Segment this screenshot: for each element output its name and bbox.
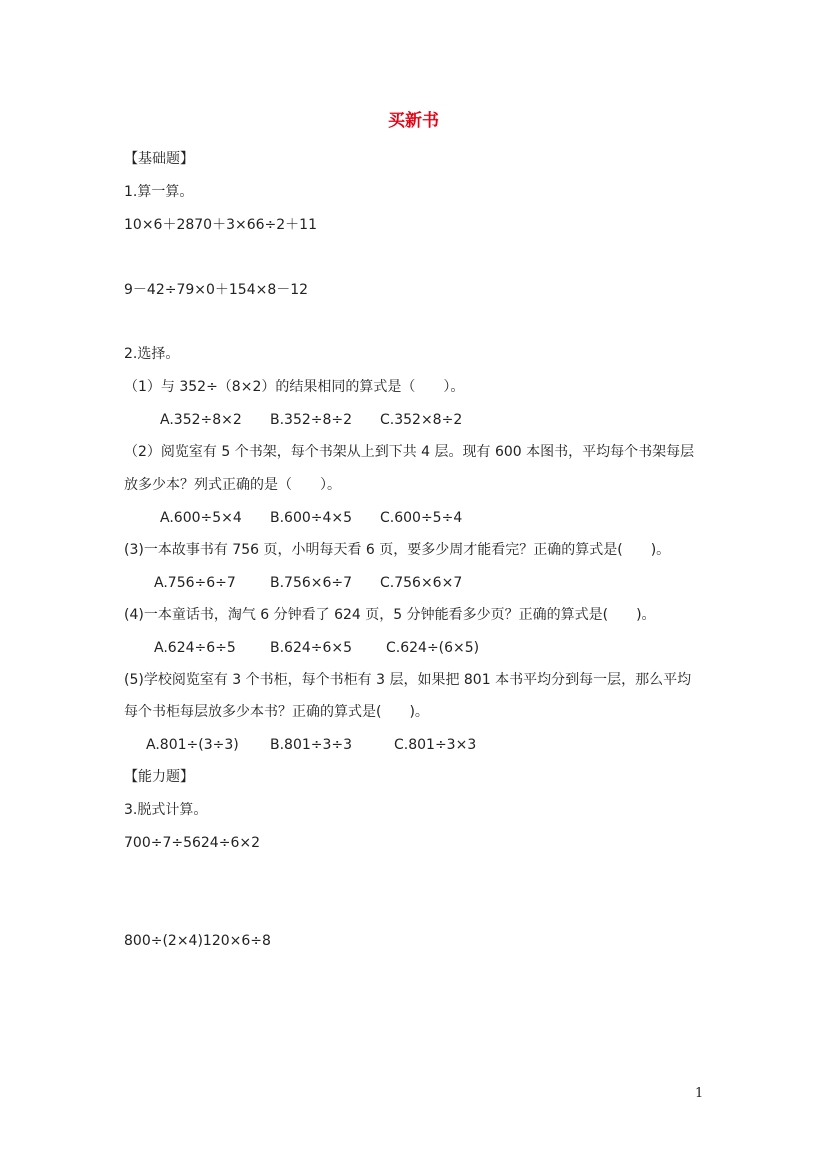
option-b: B.352÷8÷2 (270, 412, 353, 428)
question-1-expression-1: 10×6＋2870＋3×66÷2＋11 (124, 217, 317, 233)
question-2-heading: 2.选择。 (124, 346, 180, 362)
section-ability-heading: 【能力题】 (124, 769, 194, 785)
option-c: C.801÷3×3 (394, 737, 477, 753)
page-number: 1 (695, 1086, 704, 1101)
option-b: B.801÷3÷3 (270, 737, 353, 753)
question-2-3-text: (3)一本故事书有 756 页，小明每天看 6 页，要多少周才能看完？正确的算式是( )。 (124, 542, 671, 558)
option-c: C.352×8÷2 (380, 412, 463, 428)
option-c: C.600÷5÷4 (380, 510, 463, 526)
option-b: B.624÷6×5 (270, 640, 353, 656)
option-a: A.352÷8×2 (160, 412, 242, 428)
option-a: A.624÷6÷5 (154, 640, 236, 656)
question-3-heading: 3.脱式计算。 (124, 802, 208, 818)
question-2-4-text: (4)一本童话书，淘气 6 分钟看了 624 页，5 分钟能看多少页？正确的算式是( )。 (124, 607, 656, 623)
question-2-2-text-line-2: 放多少本？列式正确的是（ ）。 (124, 477, 341, 493)
question-3-expression-1: 700÷7÷5624÷6×2 (124, 835, 260, 851)
page-title: 买新书 (388, 111, 439, 131)
option-a: A.600÷5×4 (160, 510, 242, 526)
question-2-1-text: （1）与 352÷（8×2）的结果相同的算式是（ ）。 (124, 379, 465, 395)
question-3-expression-2: 800÷(2×4)120×6÷8 (124, 933, 271, 949)
question-2-2-text-line-1: （2）阅览室有 5 个书架，每个书架从上到下共 4 层。现有 600 本图书，平均每个书架每层 (124, 444, 695, 460)
question-1-expression-2: 9－42÷79×0＋154×8－12 (124, 282, 309, 298)
question-1-heading: 1.算一算。 (124, 184, 194, 200)
option-c: C.756×6×7 (380, 575, 463, 591)
option-b: B.600÷4×5 (270, 510, 353, 526)
question-2-5-text-line-1: (5)学校阅览室有 3 个书柜，每个书柜有 3 层，如果把 801 本书平均分到每一层，那么平均 (124, 672, 692, 688)
question-2-5-text-line-2: 每个书柜每层放多少本书？正确的算式是( )。 (124, 704, 429, 720)
option-a: A.756÷6÷7 (154, 575, 236, 591)
section-basic-heading: 【基础题】 (124, 151, 194, 167)
option-b: B.756×6÷7 (270, 575, 353, 591)
option-c: C.624÷(6×5) (386, 640, 480, 656)
option-a: A.801÷(3÷3) (146, 737, 239, 753)
